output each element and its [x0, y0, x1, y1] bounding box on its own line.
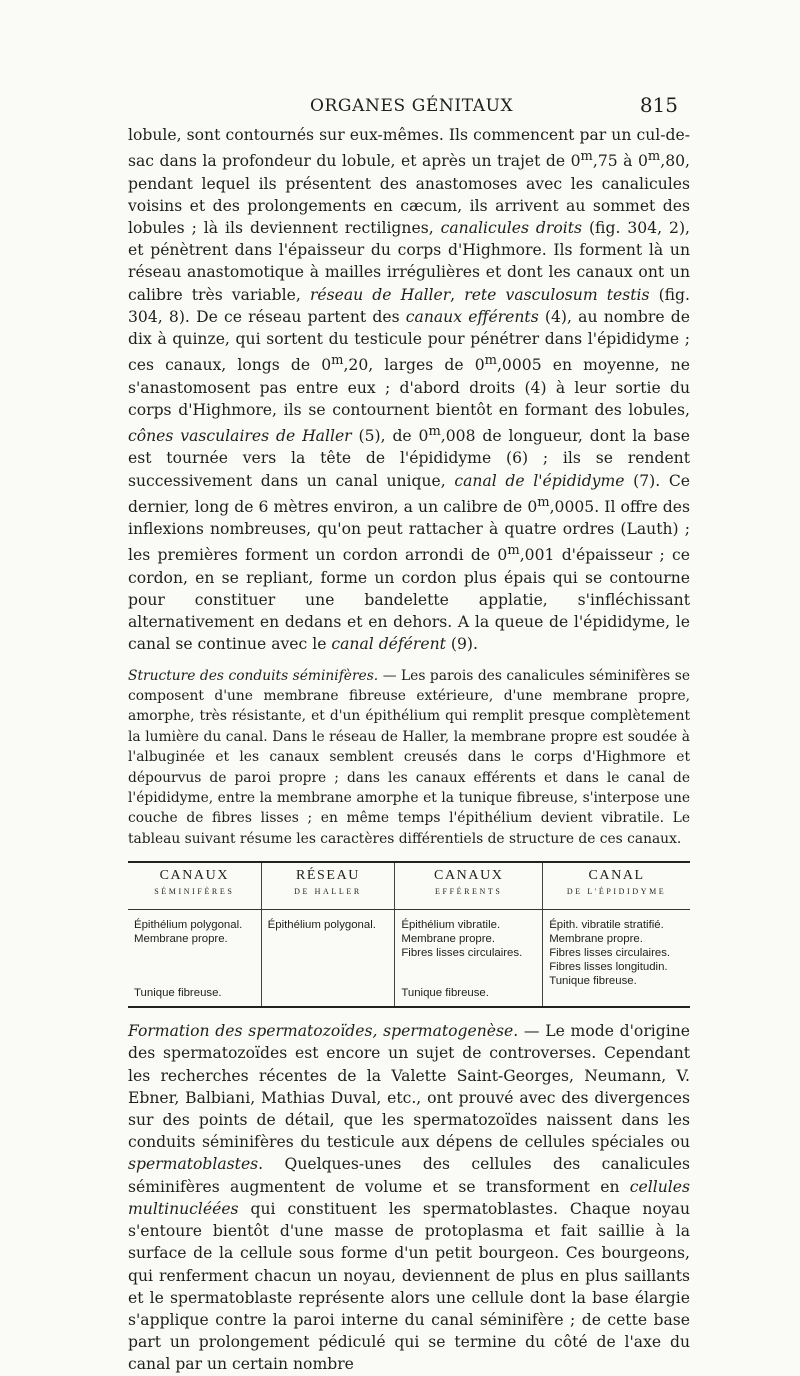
term-rete-vasculosum: rete vasculosum testis: [464, 285, 650, 304]
term-canaux-efferents: canaux efférents: [405, 307, 539, 326]
term-cones-vasculaires: cônes vasculaires de Haller: [128, 427, 352, 446]
table-cell: Épithélium polygonal. Membrane propre. Tunique fibreuse.: [134, 919, 243, 1000]
section-heading-formation: Formation des spermatozoïdes, spermatogenèse.: [128, 1022, 519, 1041]
term-reseau-de-haller: réseau de Haller: [309, 285, 451, 304]
page-number: 815: [639, 93, 678, 117]
running-title: ORGANES GÉNITAUX: [310, 96, 514, 116]
column-header: CANAUX EFFÉRENTS: [395, 862, 543, 910]
table-cell: Épith. vibratile stratifié. Membrane propre. Fibres lisses circulaires. Fibres lisses longitudin. Tunique fibreuse.: [543, 910, 690, 1008]
column-header: CANAUX SÉMINIFÈRES: [128, 862, 261, 910]
term-canal-deferent: canal déférent: [331, 635, 446, 654]
running-head: [0, 93, 800, 118]
term-cellules-multinucleees: cellules multinucléées: [128, 1177, 690, 1218]
term-canalicules-droits: canalicules droits: [440, 219, 583, 237]
table-header-row: [128, 862, 690, 910]
column-header: CANAL DE L'ÉPIDIDYME: [543, 862, 690, 910]
section-heading-structure: Structure des conduits séminifères.: [128, 667, 379, 684]
table-cell: Épithélium vibratile. Membrane propre. Fibres lisses circulaires. Tunique fibreuse.: [395, 910, 543, 1008]
table-cell: Épithélium polygonal.: [261, 910, 395, 1008]
paragraph-canaux: lobule, sont contournés sur eux-mêmes. Ils commencent par un cul-de-sac dans la profondeur du lobule, et après un trajet de 0$^m$,75 à 0$^m$,80, pendant lequel ils présentent des anastomoses avec les canalicules voisins et des prolongements en cæcum, ils arrivent au sommet des lobules ; là ils deviennent rectilignes, canalicules droits (fig. 304, 2), et pénètrent dans l'épaisseur du corps d'Highmore. Ils forment là un réseau anastomotique à mailles irrégulières et dont les canaux ont un calibre très variable, réseau de Haller, rete vasculosum testis (fig. 304, 8). De ce réseau partent des canaux efférents (4), au nombre de dix à quinze, qui sortent du testicule pour pénétrer dans l'épididyme ; ces canaux, longs de 0$^m$,20, larges de 0$^m$,0005 en moyenne, ne s'anastomosent pas entre eux ; d'abord droits (4) à leur sortie du corps d'Highmore, ils se contournent bientôt en formant des lobules, cônes vasculaires de Haller (5), de 0$^m$,008 de longueur, dont la base est tournée vers la tête de l'épididyme (6) ; ils se rendent successivement dans un canal unique, canal de l'épididyme (7). Ce dernier, long de 6 mètres environ, a un calibre de 0$^m$,0005. Il offre des inflexions nombreuses, qu'on peut rattacher à quatre ordres (Lauth) ; les premières forment un cordon arrondi de 0$^m$,001 d'épaisseur ; ce cordon, en se repliant, forme un cordon plus épais qui se contourne pour constituer une bandelette applatie, s'infléchissant alternativement en dedans et en dehors. A la queue de l'épididyme, le canal se continue avec le canal déférent (9).: [128, 126, 691, 654]
term-canal-epididyme: canal de l'épididyme: [454, 471, 625, 490]
paragraph-structure: Structure des conduits séminifères. — Les parois des canalicules séminifères se composent d'une membrane fibreuse extérieure, d'une membrane propre, amorphe, très résistante, et d'un épithélium qui remplit presque complètement la lumière du canal. Dans le réseau de Haller, la membrane propre est soudée à l'albuginée et les canaux semblent creusés dans le corps d'Highmore et dépourvus de paroi propre ; dans les canaux efférents et dans le canal de l'épididyme, entre la membrane amorphe et la tunique fibreuse, s'interpose une couche de fibres lisses ; en même temps l'épithélium devient vibratile. Le tableau suivant résume les caractères différentiels de structure de ces canaux.: [128, 667, 690, 847]
body-text: [128, 124, 690, 1376]
column-header: RÉSEAU DE HALLER: [261, 862, 395, 910]
table-row: [128, 910, 690, 1008]
paragraph-formation: Formation des spermatozoïdes, spermatogenèse. — Le mode d'origine des spermatozoïdes est encore un sujet de controverses. Cependant les recherches récentes de la Valette Saint-Georges, Neumann, V. Ebner, Balbiani, Mathias Duval, etc., ont prouvé avec des divergences sur des points de détail, que les spermatozoïdes naissent dans les conduits séminifères du testicule aux dépens de cellules spéciales ou spermatoblastes. Quelques-unes des cellules des canalicules séminifères augmentent de volume et se transforment en cellules multinucléées qui constituent les spermatoblastes. Chaque noyau s'entoure bientôt d'une masse de protoplasma et fait saillie à la surface de la cellule sous forme d'un petit bourgeon. Ces bourgeons, qui renferment chacun un noyau, deviennent de plus en plus saillants et le spermatoblaste représente alors une cellule dont la base élargie s'applique contre la paroi interne du canal séminifère ; de cette base part un prolongement pédiculé qui se termine du côté de l'axe du canal par un certain nombre: [128, 1022, 690, 1374]
structure-table: [128, 861, 690, 1008]
term-spermatoblastes: spermatoblastes: [128, 1155, 259, 1174]
